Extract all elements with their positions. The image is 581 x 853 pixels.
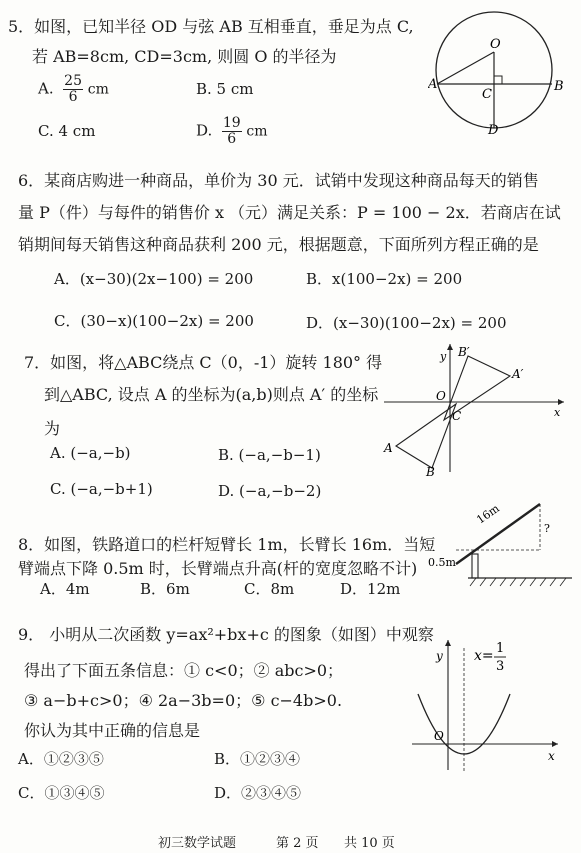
- q8-option-b: B．6m: [140, 580, 190, 598]
- q5-option-a: [38, 74, 109, 105]
- q5-option-a-label: A.: [38, 79, 54, 98]
- gate-post: [472, 554, 478, 578]
- q5-option-a-unit: cm: [87, 81, 109, 98]
- q5-option-a-fraction: [63, 74, 83, 105]
- q7-line3: 为: [44, 419, 61, 438]
- q8-option-d: D．12m: [340, 580, 401, 598]
- q5-option-b: B. 5 cm: [196, 80, 254, 98]
- q7-option-d: D. (−a,−b−2): [218, 482, 322, 500]
- q8-line2: 臂端点下降 0.5m 时，长臂端点升高(杆的宽度忽略不计): [18, 559, 418, 578]
- q5-option-c: C. 4 cm: [38, 122, 96, 140]
- q9-parabola-figure: [412, 636, 562, 776]
- label-b: B: [554, 79, 564, 94]
- q6-option-a: A．(x−30)(2x−100) = 200: [54, 270, 254, 288]
- q5-option-a-num: 25: [64, 73, 82, 89]
- q9-option-c: C．①③④⑤: [18, 784, 105, 802]
- q9-option-d: D．②③④⑤: [214, 784, 302, 802]
- q6-option-c: C．(30−x)(100−2x) = 200: [54, 312, 254, 330]
- q6-line1: 6．某商店购进一种商品，单价为 30 元．试销中发现这种商品每天的销售: [18, 171, 539, 190]
- q5-option-a-den: 6: [68, 89, 78, 105]
- label-o: O: [490, 37, 501, 52]
- q5-line1: 5．如图，已知半径 OD 与弦 AB 互相垂直，垂足为点 C,: [8, 17, 414, 36]
- label-short-drop: 0.5m: [428, 556, 456, 569]
- q8-option-c: C．8m: [244, 580, 295, 598]
- triangle-abc: [396, 404, 456, 468]
- q8-option-a: A．4m: [40, 580, 90, 598]
- q5-option-d-fraction: [222, 116, 242, 147]
- footer-subject: 初三数学试题: [158, 836, 237, 851]
- q7-option-b: B. (−a,−b−1): [218, 446, 321, 464]
- q9-line1: 9． 小明从二次函数 y=ax²+bx+c 的图象（如图）中观察: [18, 625, 434, 644]
- radius-oa: [437, 52, 494, 84]
- q8-railway-figure: [428, 498, 576, 590]
- q6-line2: 量 P（件）与每件的销售价 x （元）满足关系：P = 100 − 2x．若商店在试: [18, 203, 561, 222]
- q7-rotation-figure: [378, 340, 568, 480]
- y-arrow-icon: [445, 640, 451, 646]
- label-o: O: [436, 389, 446, 403]
- label-b-prime: B′: [458, 345, 470, 359]
- footer-page: 第 2 页: [276, 836, 319, 851]
- q9-option-b: B．①②③④: [214, 750, 301, 768]
- footer-total: 共 10 页: [344, 836, 395, 851]
- q9-line3: ③ a−b+c>0；④ 2a−3b=0；⑤ c−4b>0.: [24, 691, 343, 710]
- q6-line3: 销期间每天销售这种商品获利 200 元，根据题意，下面所列方程正确的是: [18, 235, 539, 254]
- q9-line4: 你认为其中正确的信息是: [24, 721, 201, 740]
- label-axis-eq: x=: [474, 648, 494, 664]
- label-y: y: [440, 350, 447, 363]
- right-angle-mark: [494, 76, 502, 84]
- label-x: x: [554, 406, 561, 419]
- q7-line1: 7．如图，将△ABC绕点 C（0，-1）旋转 180° 得: [24, 353, 383, 372]
- q7-line2: 到△ABC, 设点 A 的坐标为(a,b)则点 A′ 的坐标: [44, 385, 379, 404]
- q5-option-d-unit: cm: [246, 123, 268, 140]
- ground-hatch: [470, 578, 566, 586]
- label-d: D: [488, 123, 499, 136]
- label-a: A: [428, 77, 438, 92]
- q5-option-d-label: D.: [196, 121, 213, 140]
- label-axis-num: 1: [496, 641, 505, 656]
- label-b: B: [426, 465, 435, 479]
- label-axis-den: 3: [496, 659, 505, 674]
- q5-line2: 若 AB=8cm, CD=3cm, 则圆 O 的半径为: [32, 47, 337, 66]
- q5-circle-figure: [428, 4, 570, 136]
- x-arrow-icon: [552, 741, 558, 747]
- label-question: ?: [544, 522, 550, 535]
- x-arrow-icon: [558, 399, 564, 405]
- q6-option-d: D．(x−30)(100−2x) = 200: [306, 314, 507, 332]
- q9-option-a: A．①②③⑤: [18, 750, 104, 768]
- label-x: x: [548, 749, 555, 763]
- q5-option-d-den: 6: [227, 131, 237, 147]
- label-y: y: [436, 649, 443, 663]
- y-arrow-icon: [447, 344, 453, 350]
- q9-line2: 得出了下面五条信息：① c<0；② abc>0；: [24, 661, 344, 680]
- label-c: C: [452, 409, 462, 423]
- q7-option-a: A. (−a,−b): [50, 444, 131, 462]
- q5-option-d-num: 19: [222, 115, 241, 131]
- label-o: O: [434, 729, 444, 743]
- q5-option-d: [196, 116, 268, 147]
- label-c: C: [482, 87, 492, 102]
- label-a-prime: A′: [512, 367, 524, 381]
- label-a: A: [384, 441, 393, 455]
- q7-option-c: C. (−a,−b+1): [50, 480, 153, 498]
- label-long-arm: 16m: [474, 501, 502, 527]
- q8-line1: 8．如图，铁路道口的栏杆短臂长 1m，长臂长 16m．当短: [18, 535, 436, 554]
- q6-option-b: B．x(100−2x) = 200: [306, 270, 463, 288]
